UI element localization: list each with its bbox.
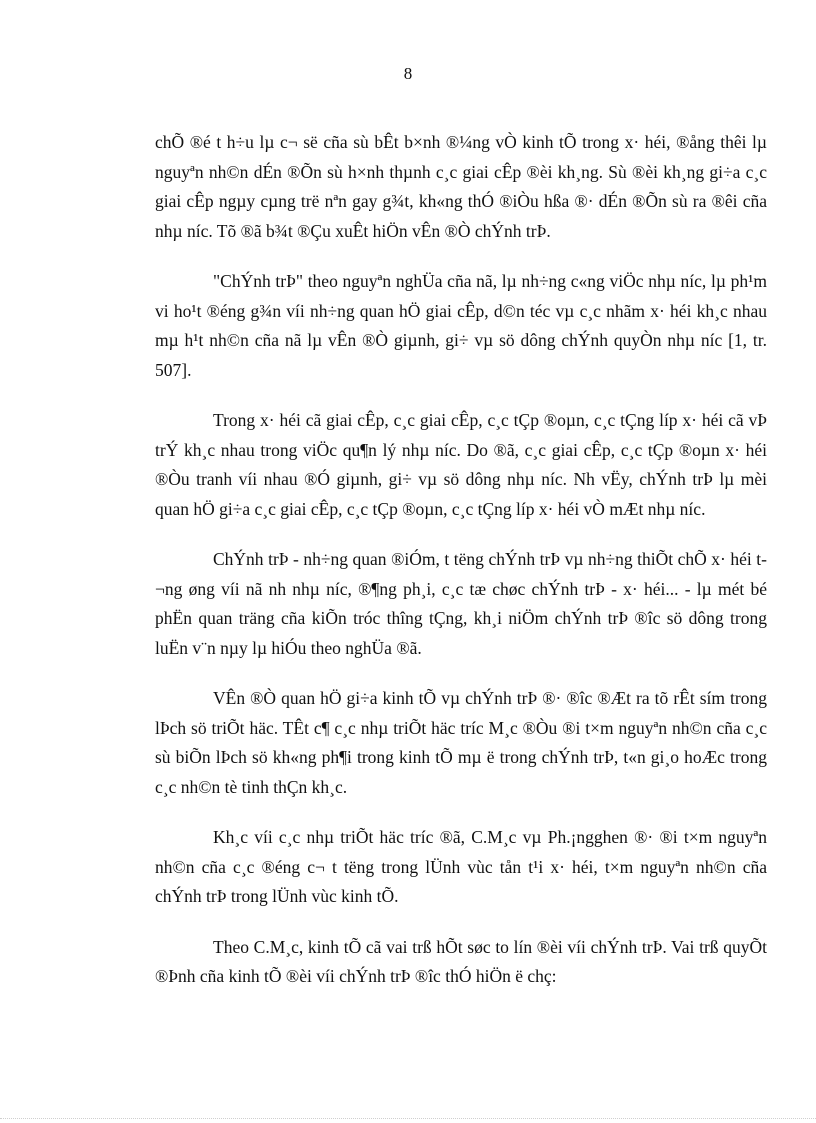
page-number: 8 [403, 64, 413, 83]
paragraph-3: Trong x· héi cã giai cÊp, c¸c giai cÊp, c¸c tÇp ®oµn, c¸c tÇng líp x· héi cã vÞ trÝ kh¸c nhau trong viÖc qu¶n lý nhµ níc. Do ®ã, c¸c giai cÊp, c¸c tÇp ®oµn x· héi ®Òu tranh víi nhau ®Ó giµnh, gi÷ vµ sö dông nhµ níc. Nh vËy, chÝnh trÞ lµ mèi quan hÖ gi÷a c¸c giai cÊp, c¸c tÇp ®oµn, c¸c tÇng líp x· héi vÒ mÆt nhµ níc. [155, 410, 767, 519]
paragraph-2: "ChÝnh trÞ" theo nguyªn nghÜa cña nã, lµ nh÷ng c«ng viÖc nhµ níc, lµ ph¹m vi ho¹t ®éng g¾n víi nh÷ng quan hÖ giai cÊp, d©n téc vµ c¸c nhãm x· héi kh¸c nhau mµ h¹t nh©n cña nã lµ vÊn ®Ò giµnh, gi÷ vµ sö dông chÝnh quyÒn nhµ níc [1, tr. 507]. [155, 271, 767, 380]
page-bottom-divider [0, 1118, 816, 1119]
paragraph-7: Theo C.M¸c, kinh tÕ cã vai trß hÕt søc to lín ®èi víi chÝnh trÞ. Vai trß quyÕt ®Þnh cña kinh tÕ ®èi víi chÝnh trÞ ®îc thÓ hiÖn ë chç: [155, 936, 767, 986]
paragraph-4: ChÝnh trÞ - nh÷ng quan ®iÓm, t tëng chÝnh trÞ vµ nh÷ng thiÕt chÕ x· héi t¬ng øng víi nã nh nhµ níc, ®¶ng ph¸i, c¸c tæ chøc chÝnh trÞ - x· héi... - lµ mét bé phËn quan träng cña kiÕn tróc thîng tÇng, kh¸i niÖm chÝnh trÞ ®îc sö dông trong luËn v¨n nµy lµ hiÓu theo nghÜa ®ã. [155, 549, 767, 658]
paragraph-6: Kh¸c víi c¸c nhµ triÕt häc tríc ®ã, C.M¸c vµ Ph.¡ngghen ®· ®i t×m nguyªn nh©n cña c¸c ®éng c¬ t tëng trong lÜnh vùc tån t¹i x· héi, t×m nguyªn nh©n cña chÝnh trÞ trong lÜnh vùc kinh tÕ. [155, 827, 767, 906]
body-text [155, 128, 767, 1013]
paragraph-1: chÕ ®é t h÷u lµ c¬ së cña sù bÊt b×nh ®¼ng vÒ kinh tÕ trong x· héi, ®ång thêi lµ nguyªn nh©n dÉn ®Õn sù h×nh thµnh c¸c giai cÊp ®èi kh¸ng. Sù ®èi kh¸ng gi÷a c¸c giai cÊp ngµy cµng trë nªn gay g¾t, kh«ng thÓ ®iÒu hßa ®· dÉn ®Õn sù ra ®êi cña nhµ níc. Tõ ®ã b¾t ®Çu xuÊt hiÖn vÊn ®Ò chÝnh trÞ. [155, 132, 767, 241]
paragraph-5: VÊn ®Ò quan hÖ gi÷a kinh tÕ vµ chÝnh trÞ ®· ®îc ®Æt ra tõ rÊt sím trong lÞch sö triÕt häc. TÊt c¶ c¸c nhµ triÕt häc tríc M¸c ®Òu ®i t×m nguyªn nh©n cña c¸c sù biÕn lÞch sö kh«ng ph¶i trong kinh tÕ mµ ë trong chÝnh trÞ, t«n gi¸o hoÆc trong c¸c nh©n tè tinh thÇn kh¸c. [155, 688, 767, 797]
